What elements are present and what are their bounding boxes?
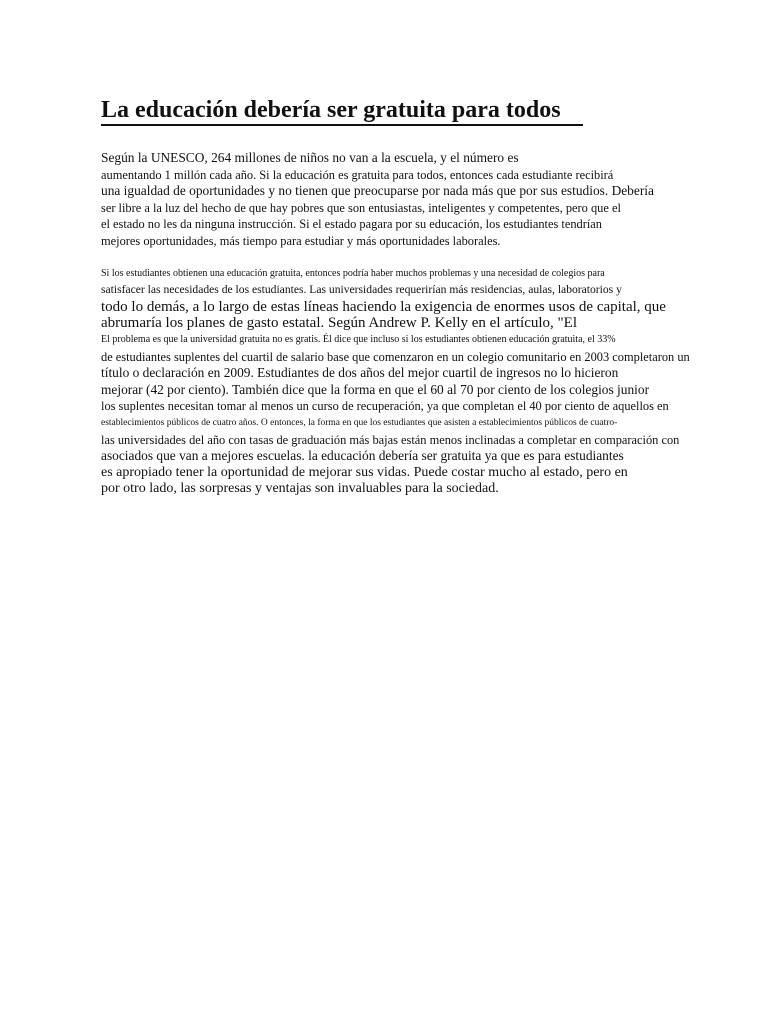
text-line: todo lo demás, a lo largo de estas líneas haciendo la exigencia de enormes usos de capital, que (101, 298, 666, 315)
text-line: establecimientos públicos de cuatro años. O entonces, la forma en que los estudiantes que asisten a establecimientos públicos de cuatro- (101, 417, 618, 428)
text-line: título o declaración en 2009. Estudiantes de dos años del mejor cuartil de ingresos no lo hicieron (101, 365, 619, 381)
title-block (101, 96, 661, 124)
text-line: abrumaría los planes de gasto estatal. Según Andrew P. Kelly en el artículo, "El (101, 315, 578, 332)
text-line: las universidades del año con tasas de graduación más bajas están menos inclinadas a completar en comparación con (101, 432, 680, 447)
document-body (101, 150, 690, 498)
text-line: satisfacer las necesidades de los estudiantes. Las universidades requerirían más residencias, aulas, laboratorios y (101, 283, 622, 297)
paragraph-gap (101, 250, 681, 266)
text-line: los suplentes necesitan tomar al menos un curso de recuperación, ya que completan el 40 por ciento de aquellos en (101, 399, 669, 414)
text-line: Según la UNESCO, 264 millones de niños no van a la escuela, y el número es (101, 150, 519, 165)
text-line: ser libre a la luz del hecho de que hay pobres que son entusiastas, inteligentes y competentes, pero que el (101, 200, 621, 215)
document-title: La educación debería ser gratuita para todos (101, 97, 561, 123)
title-underline (101, 124, 583, 126)
text-line: una igualdad de oportunidades y no tienen que preocuparse por nada más que por sus estudios. Debería (101, 183, 654, 199)
text-line: El problema es que la universidad gratuita no es gratis. Él dice que incluso si los estudiantes obtienen educación gratuita, el 33% (101, 333, 616, 345)
text-line: mejores oportunidades, más tiempo para estudiar y más oportunidades laborales. (101, 233, 501, 248)
text-line: mejorar (42 por ciento). También dice que la forma en que el 60 al 70 por ciento de los colegios junior (101, 381, 650, 397)
text-line: de estudiantes suplentes del cuartil de salario base que comenzaron en un colegio comunitario en 2003 completaron un (101, 349, 690, 364)
text-line: el estado no les da ninguna instrucción. Si el estado pagara por su educación, los estudiantes tendrían (101, 217, 602, 232)
paragraph-2 (101, 266, 690, 498)
text-line: Si los estudiantes obtienen una educación gratuita, entonces podría haber muchos problemas y una necesidad de colegios para (101, 267, 605, 279)
text-line: por otro lado, las sorpresas y ventajas son invaluables para la sociedad. (101, 481, 499, 497)
text-line: es apropiado tener la oportunidad de mejorar sus vidas. Puede costar mucho al estado, pero en (101, 464, 628, 480)
paragraph-1 (101, 150, 681, 250)
text-line: aumentando 1 millón cada año. Si la educación es gratuita para todos, entonces cada estudiante recibirá (101, 167, 614, 182)
text-line: asociados que van a mejores escuelas. la educación debería ser gratuita ya que es para estudiantes (101, 448, 624, 464)
